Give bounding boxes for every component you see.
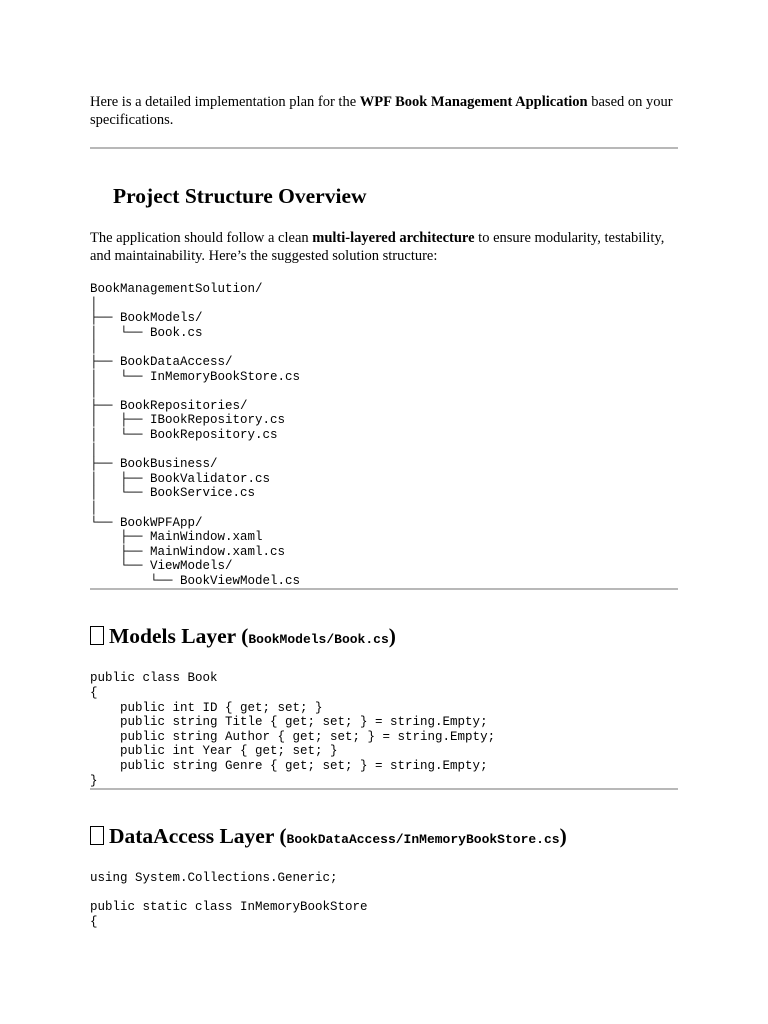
missing-glyph-icon — [90, 626, 104, 645]
overview-heading: Project Structure Overview — [113, 184, 367, 208]
intro-app-name: WPF Book Management Application — [359, 94, 588, 110]
horizontal-rule — [90, 588, 678, 590]
overview-architecture-term: multi-layered architecture — [312, 230, 475, 246]
data-access-heading-close: ) — [559, 824, 567, 849]
data-access-heading-text: DataAccess Layer ( — [109, 824, 287, 849]
intro-text-suffix: based on your specifications. — [90, 94, 673, 128]
solution-structure-tree: BookManagementSolution/ │ ├── BookModels/ │ └── Book.cs │ ├── BookDataAccess/ │ └── InMemoryBookStore.cs │ ├── BookRepositories/ │ ├── IBookRepository.cs │ └── BookRepository.cs │ ├── BookBusiness/ │ ├── BookValidator.cs │ └── BookService.cs │ └── BookWPFApp/ ├── MainWindow.xaml ├── MainWindow.xaml.cs └── ViewModels/ └── BookViewModel.cs — [90, 282, 301, 588]
missing-glyph-icon — [90, 826, 104, 845]
models-heading-path: BookModels/Book.cs — [248, 632, 389, 648]
horizontal-rule — [90, 147, 678, 149]
models-heading-close: ) — [388, 624, 396, 649]
book-class-code-block: public class Book { public int ID { get; set; } public string Title { get; set; } = string.Empty; public string Author { get; set; } = string.Empty; public int Year { get; set; } public string Genre { get; set; } = string.Empty; } — [90, 671, 496, 788]
intro-text-prefix: Here is a detailed implementation plan for the — [90, 94, 360, 110]
in-memory-store-code-block: using System.Collections.Generic; public static class InMemoryBookStore { — [90, 871, 368, 929]
data-access-heading — [90, 823, 678, 853]
models-heading — [90, 623, 678, 653]
overview-text-prefix: The application should follow a clean — [90, 230, 313, 246]
overview-paragraph — [90, 229, 678, 265]
data-access-heading-path: BookDataAccess/InMemoryBookStore.cs — [286, 832, 560, 848]
horizontal-rule — [90, 788, 678, 790]
intro-paragraph — [90, 93, 678, 129]
overview-text-suffix: to ensure modularity, testability, and maintainability. Here’s the suggested solution structure: — [90, 230, 665, 264]
document-page — [90, 93, 678, 930]
models-heading-text: Models Layer ( — [109, 624, 249, 649]
